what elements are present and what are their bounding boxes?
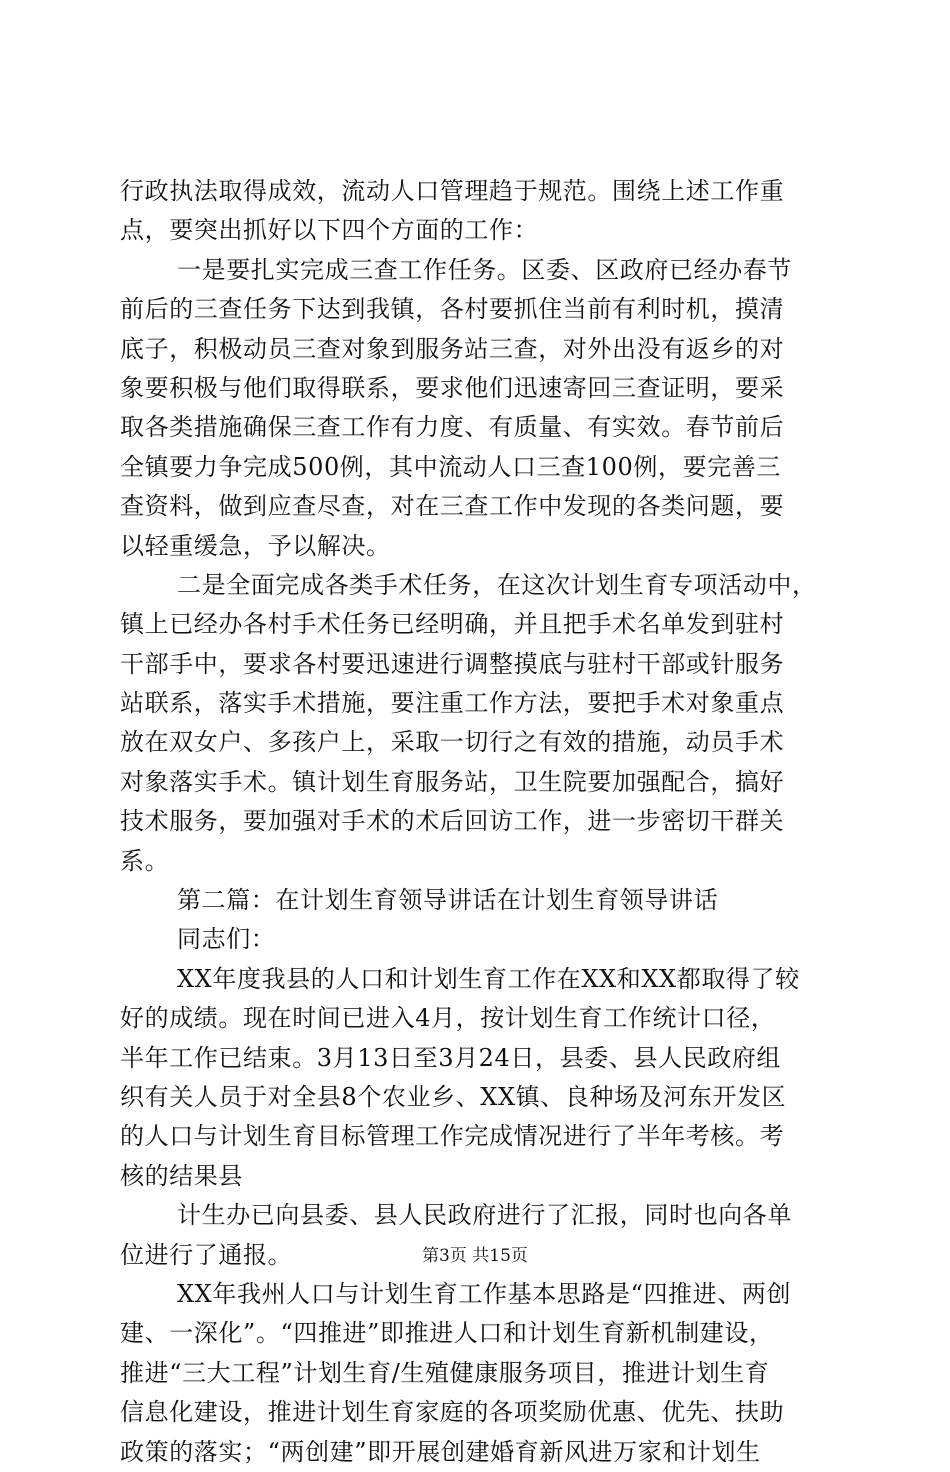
text-line: 技术服务，要加强对手术的术后回访工作，进一步密切干群关: [120, 807, 785, 836]
text-line: 的人口与计划生育目标管理工作完成情况进行了半年考核。考: [120, 1122, 785, 1151]
text-line: 对象落实手术。镇计划生育服务站，卫生院要加强配合，搞好: [120, 767, 785, 796]
text-line: 取各类措施确保三查工作有力度、有质量、有实效。春节前后: [120, 413, 785, 442]
text-line: 底子，积极动员三查对象到服务站三查，对外出没有返乡的对: [120, 334, 785, 363]
text-line: 一是要扎实完成三查工作任务。区委、区政府已经办春节: [177, 255, 792, 284]
text-line: 全镇要力争完成500例，其中流动人口三查100例，要完善三: [120, 452, 782, 481]
text-line: 建、一深化”。“四推进”即推进人口和计划生育新机制建设，: [120, 1319, 774, 1348]
text-line: 干部手中，要求各村要迅速进行调整摸底与驻村干部或针服务: [120, 649, 785, 678]
text-line: 前后的三查任务下达到我镇，各村要抓住当前有利时机，摸清: [120, 295, 785, 324]
text-line: 放在双女户、多孩户上，采取一切行之有效的措施，动员手术: [120, 728, 785, 757]
text-line: 核的结果县: [120, 1161, 243, 1190]
text-line: 第二篇：在计划生育领导讲话在计划生育领导讲话: [177, 886, 719, 915]
text-line: 二是全面完成各类手术任务，在这次计划生育专项活动中，: [177, 570, 817, 599]
text-line: 推进“三大工程”计划生育/生殖健康服务项目，推进计划生育: [120, 1358, 770, 1387]
text-line: 象要积极与他们取得联系，要求他们迅速寄回三查证明，要采: [120, 373, 785, 402]
text-line: 半年工作已结束。3月13日至3月24日，县委、县人民政府组: [120, 1043, 782, 1072]
text-line: 站联系，落实手术措施，要注重工作方法，要把手术对象重点: [120, 689, 785, 718]
text-line: 同志们：: [177, 925, 276, 954]
text-line: 以轻重缓急，予以解决。: [120, 531, 391, 560]
text-line: 织有关人员于对全县8个农业乡、XX镇、良种场及河东开发区: [120, 1082, 787, 1111]
text-line: 好的成绩。现在时间已进入4月，按计划生育工作统计口径，: [120, 1004, 776, 1033]
text-line: XX年我州人口与计划生育工作基本思路是“四推进、两创: [177, 1279, 792, 1308]
text-line: 信息化建设，推进计划生育家庭的各项奖励优惠、优先、扶助: [120, 1398, 785, 1427]
text-line: 行政执法取得成效，流动人口管理趋于规范。围绕上述工作重: [120, 177, 785, 205]
page-footer: 第3页 共15页: [422, 1246, 528, 1266]
text-line: 政策的落实；“两创建”即开展创建婚育新风进万家和计划生: [120, 1437, 761, 1466]
text-line: 位进行了通报。: [120, 1240, 293, 1269]
text-line: 计生办已向县委、县人民政府进行了汇报，同时也向各单: [177, 1201, 792, 1230]
text-line: XX年度我县的人口和计划生育工作在XX和XX都取得了较: [177, 964, 800, 993]
text-line: 点，要突出抓好以下四个方面的工作：: [120, 216, 539, 245]
text-line: 系。: [120, 846, 170, 875]
document-body: [120, 172, 832, 1472]
text-line: 镇上已经办各村手术任务已经明确，并且把手术名单发到驻村: [120, 610, 785, 639]
text-line: 查资料，做到应查尽查，对在三查工作中发现的各类问题，要: [120, 492, 785, 521]
